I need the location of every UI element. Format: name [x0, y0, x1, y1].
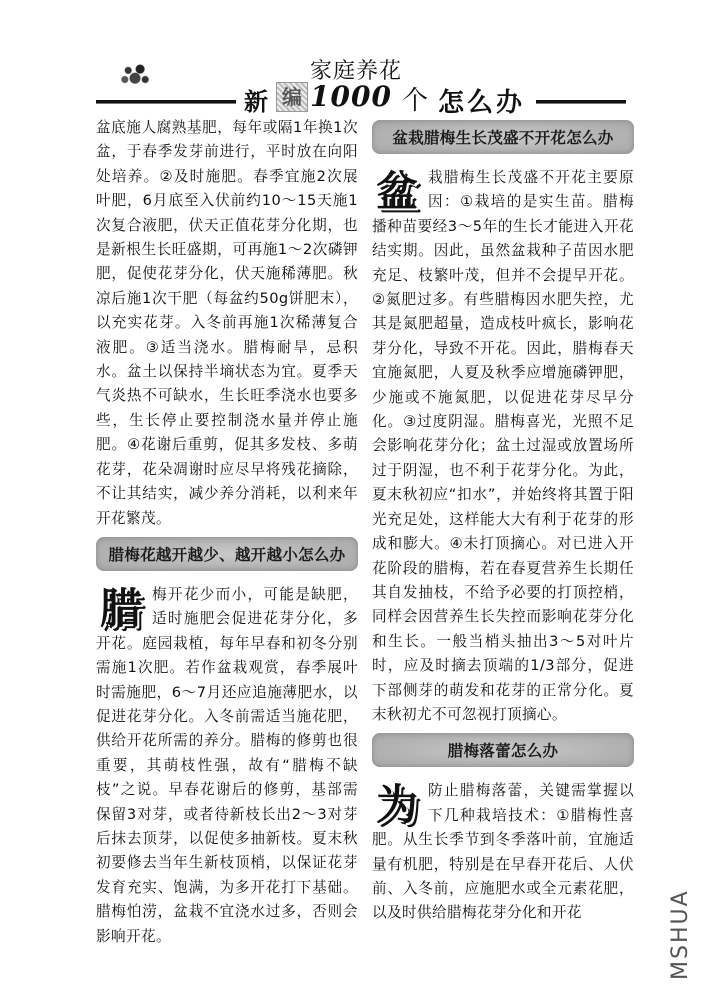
article-body: [96, 583, 358, 949]
section-heading: 盆栽腊梅生长茂盛不开花怎么办: [372, 120, 634, 154]
header-number: 1000: [310, 80, 392, 113]
flower-logo-icon: [118, 60, 152, 86]
section-heading: 腊梅落蕾怎么办: [372, 733, 634, 767]
left-column: [96, 116, 358, 949]
watermark: MSHUA: [668, 889, 693, 981]
header-measure: 个: [402, 86, 429, 116]
article-paragraph: 梅开花少而小，可能是缺肥，适时施肥会促进花芽分化，多开花。庭园栽植，每年早春和初冬分别需施1次肥。若作盆栽观赏，春季展叶时需施肥，6～7月还应追施薄肥水，以促进花芽分化。入冬前需适当施花肥，供给开花所需的养分。腊梅的修剪也很重要，其萌枝性强，故有“腊梅不缺枝”之说。早春花谢后的修剪，基部需保留3对芽，或者待新枝长出2～3对芽后抹去顶芽，以促使多抽新枝。夏末秋初要修去当年生新枝顶梢，以保证花芽发育充实、饱满，为多开花打下基础。腊梅怕涝，盆栽不宜浇水过多，否则会影响开花。: [96, 585, 358, 945]
article-paragraph: 栽腊梅生长茂盛不开花主要原因：①栽培的是实生苗。腊梅播种苗要经3～5年的生长才能进入开花结实期。因此，虽然盆栽种子苗因水肥充足、枝繁叶茂，但并不会提早开花。②氮肥过多。有些腊梅因水肥失控，尤其是氮肥超量，造成枝叶疯长，影响花芽分化，导致不开花。因此，腊梅春天宜施氮肥，人夏及秋季应增施磷钾肥，少施或不施氮肥，以促进花芽尽早分化。③过度阴湿。腊梅喜光，光照不足会影响花芽分化；盆土过湿或放置场所过于阴湿，也不利于花芽分化。为此，夏末秋初应“扣水”，并始终将其置于阳光充足处，这样能大大有利于花芽的形成和膨大。④未打顶摘心。对已进入开花阶段的腊梅，若在春夏营养生长期任其自发抽枝，不给予必要的打顶控梢，同样会因营养生长失控而影响花芽分化和生长。一般当梢头抽出3～5对叶片时，应及时摘去顶端的1/3部分，促进下部侧芽的萌发和花芽的正常分化。夏末秋初尤不可忽视打顶摘心。: [372, 169, 634, 723]
article-body: [372, 166, 634, 727]
continued-paragraph: 盆底施人腐熟基肥，每年或隔1年换1次盆，于春季发芽前进行，平时放在向阳处培养。②及时施肥。春季宜施2次展叶肥，6月底至入伏前约10～15天施1次复合液肥，伏天正值花芽分化期，也是新根生长旺盛期，可再施1～2次磷钾肥，促使花芽分化，伏天施稀薄肥。秋凉后施1次干肥（每盆约50g饼肥末），以充实花芽。入冬前再施1次稀薄复合液肥。③适当浇水。腊梅耐旱，忌积水。盆土以保持半墒状态为宜。夏季天气炎热不可缺水，生长旺季浇水也要多些，生长停止要控制浇水量并停止施肥。④花谢后重剪，促其多发枝、多萌花芽，花朵凋谢时应尽早将残花摘除，不让其结实，减少养分消耗，以利来年开花繁茂。: [96, 119, 358, 527]
section-heading: 腊梅花越开越少、越开越小怎么办: [96, 537, 358, 571]
dropcap: 腊: [99, 583, 142, 633]
header-stamp: 编: [276, 82, 308, 112]
header-rule-left: [96, 100, 236, 104]
dropcap: 盆: [375, 167, 418, 216]
header-rule-right: [536, 100, 626, 104]
article-body: [372, 779, 634, 925]
article-paragraph: 防止腊梅落蕾，关键需掌握以下几种栽培技术：①腊梅性喜肥。从生长季节到冬季落叶前，宜施适量有机肥，特别是在早春开花后、人伏前、入冬前，应施肥水或全元素花肥，以及时供给腊梅花芽分化和开花: [372, 782, 634, 922]
header-prefix: 新: [244, 88, 268, 116]
header-title-top: 家庭养花: [310, 59, 403, 84]
header-suffix: 怎么办: [438, 88, 526, 118]
right-column: [372, 116, 634, 926]
dropcap: 为: [375, 780, 418, 830]
page-header: [96, 58, 626, 116]
